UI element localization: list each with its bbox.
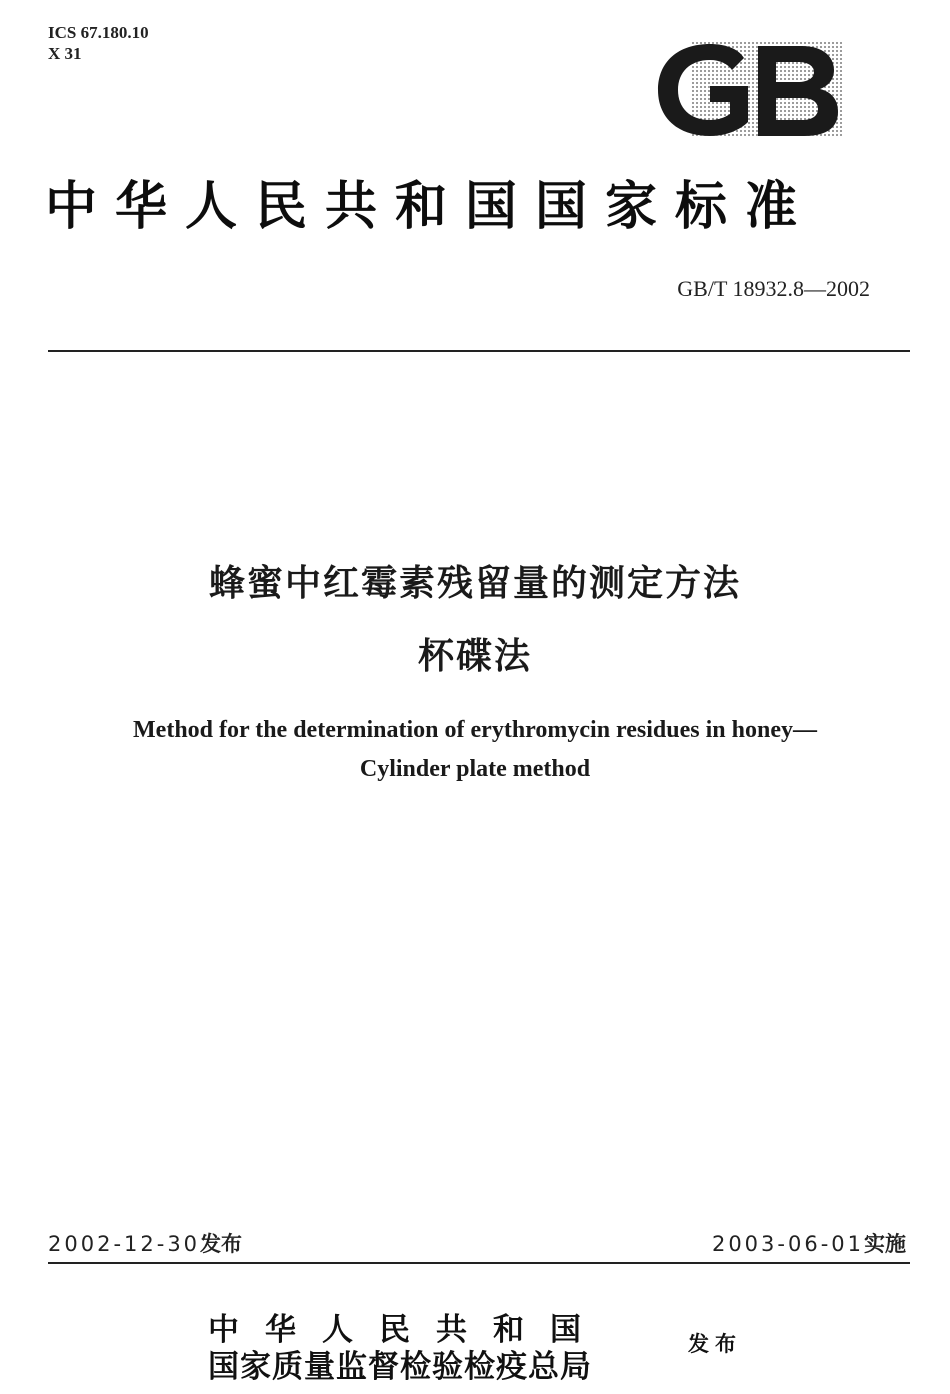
issuer-block bbox=[208, 1312, 607, 1386]
implement-date-value: 2003-06-01 bbox=[711, 1232, 864, 1256]
implement-date bbox=[712, 1228, 906, 1258]
issue-label: 发布 bbox=[200, 1232, 243, 1256]
bottom-divider bbox=[48, 1262, 910, 1264]
class-code: X 31 bbox=[48, 44, 82, 63]
issue-date-value: 2002-12-30 bbox=[48, 1232, 201, 1256]
chinese-title-line-1: 蜂蜜中红霉素残留量的测定方法 bbox=[208, 563, 741, 604]
issuer-line-1: 中华人民共和国 bbox=[208, 1312, 607, 1348]
implement-label: 实施 bbox=[864, 1232, 906, 1256]
publish-label: 发布 bbox=[688, 1332, 742, 1356]
top-divider bbox=[48, 350, 910, 352]
gb-logo bbox=[652, 38, 842, 142]
chinese-title-line-2: 杯碟法 bbox=[417, 636, 532, 677]
ics-code: ICS 67.180.10 bbox=[48, 23, 149, 42]
national-standard-title: 中华人民共和国国家标准 bbox=[45, 177, 816, 237]
issue-date bbox=[48, 1228, 242, 1258]
classification-codes bbox=[48, 22, 149, 64]
english-title-line-2: Cylinder plate method bbox=[359, 756, 591, 782]
issuer-line-2: 国家质量监督检验检疫总局 bbox=[208, 1349, 592, 1385]
standard-number: GB/T 18932.8—2002 bbox=[677, 276, 870, 301]
english-title-line-1: Method for the determination of erythromycin residues in honey— bbox=[133, 717, 817, 743]
